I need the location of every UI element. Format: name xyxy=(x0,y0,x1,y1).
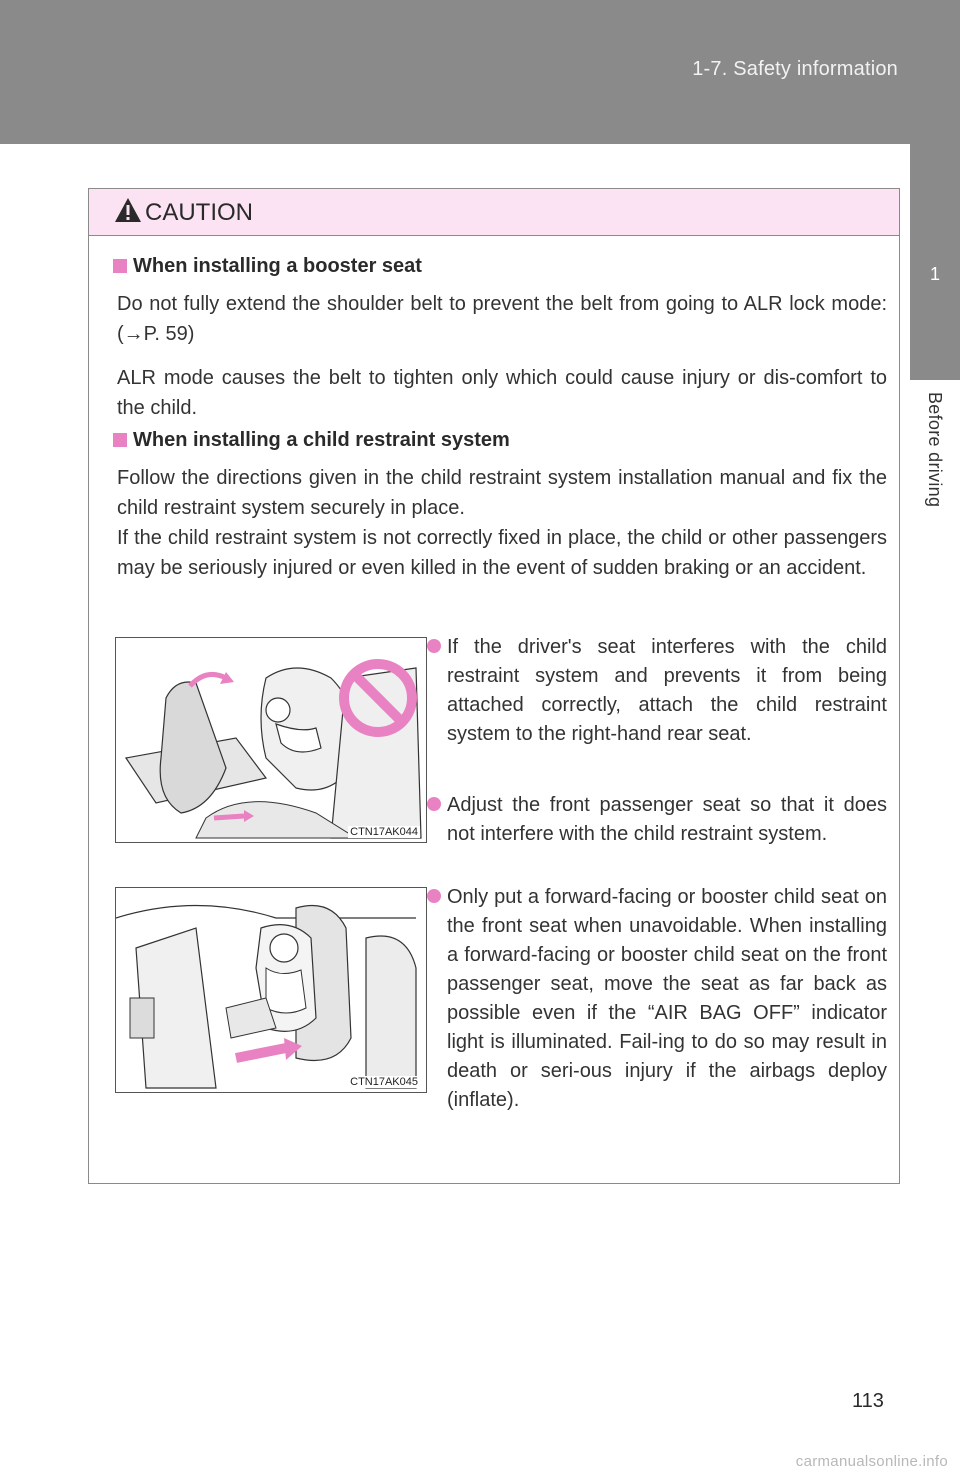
paragraph: ALR mode causes the belt to tighten only which could cause injury or dis-comfort to the child. xyxy=(117,367,887,419)
page-number: 113 xyxy=(852,1390,884,1412)
car-seat-illustration xyxy=(116,638,426,842)
section-body xyxy=(117,289,887,423)
chapter-tab xyxy=(910,144,960,380)
watermark: carmanualsonline.info xyxy=(795,1453,948,1470)
caution-box xyxy=(88,188,900,1184)
chapter-label-area xyxy=(910,380,960,580)
figure-code: CTN17AK045 xyxy=(350,1076,418,1088)
chapter-number: 1 xyxy=(929,264,940,284)
caution-header xyxy=(89,189,899,236)
bullet-item: If the driver's seat interferes with the child restraint system and prevents it from being attached correctly, attach the child restraint system to the right-hand rear seat. xyxy=(447,633,887,749)
page-header xyxy=(0,0,960,144)
section-heading: When installing a child restraint system xyxy=(113,429,510,452)
section-heading: When installing a booster seat xyxy=(113,255,422,278)
section-body xyxy=(117,463,887,583)
figure-code: CTN17AK044 xyxy=(350,826,418,838)
rear-facing-seat-illustration xyxy=(115,637,427,843)
caution-content xyxy=(89,235,899,1183)
paragraph: Do not fully extend the shoulder belt to prevent the belt from going to ALR lock mode: (→P. 59) xyxy=(117,293,887,345)
forward-facing-seat-illustration xyxy=(115,887,427,1093)
caution-title: CAUTION xyxy=(145,199,253,226)
square-bullet-icon xyxy=(113,259,127,273)
circle-bullet-icon xyxy=(427,889,441,903)
paragraph: Follow the directions given in the child restraint system installation manual and fix the child restraint system securely in place. xyxy=(117,467,887,519)
square-bullet-icon xyxy=(113,433,127,447)
circle-bullet-icon xyxy=(427,639,441,653)
car-seat-illustration xyxy=(116,888,426,1092)
warning-triangle-icon xyxy=(114,197,142,223)
circle-bullet-icon xyxy=(427,797,441,811)
bullet-item: Adjust the front passenger seat so that it does not interfere with the child restraint system. xyxy=(447,791,887,849)
chapter-label: Before driving xyxy=(925,392,945,508)
bullet-item: Only put a forward-facing or booster child seat on the front seat when unavoidable. When installing a forward-facing or booster child seat on the front passenger seat, move the seat as far back as possible even if the “AIR BAG OFF” indicator light is illuminated. Fail-ing to do so may result in death or seri-ous injury if the airbags deploy (inflate). xyxy=(447,883,887,1115)
paragraph: If the child restraint system is not correctly fixed in place, the child or other passengers may be seriously injured or even killed in the event of sudden braking or an accident. xyxy=(117,527,887,579)
section-title: 1-7. Safety information xyxy=(692,58,898,80)
